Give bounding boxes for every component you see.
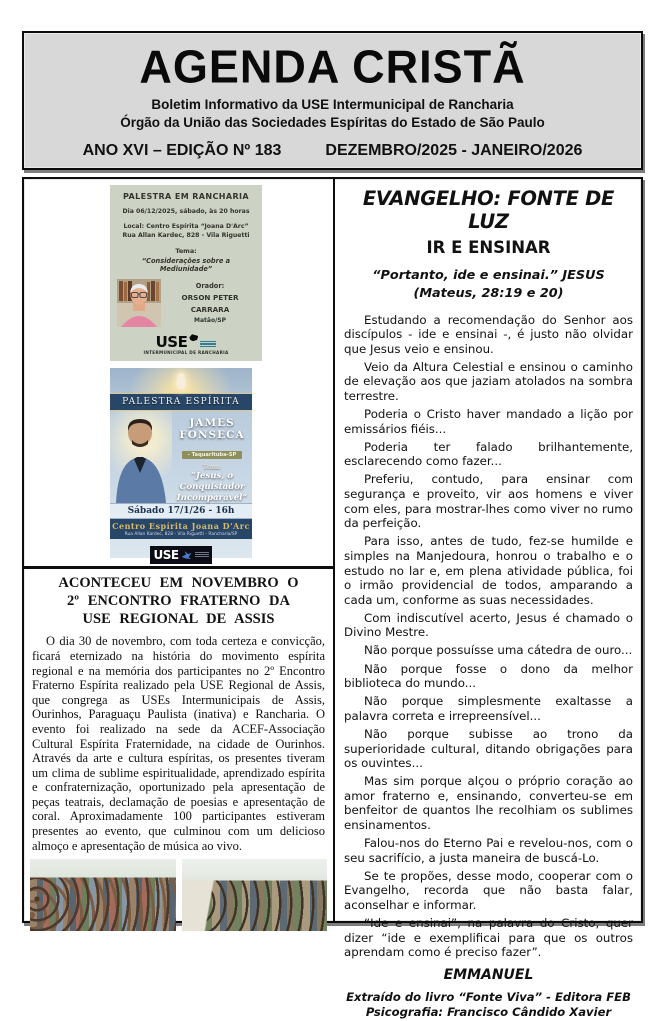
- gospel-source-line2: Psicografia: Francisco Cândido Xavier: [365, 1005, 612, 1020]
- newsletter-title: AGENDA CRISTÃ: [139, 39, 526, 94]
- subtitle-line-1: Boletim Informativo da USE Intermunicipal de Rancharia: [151, 97, 514, 113]
- poster2-theme-line3: Incomparável”: [176, 492, 248, 503]
- gospel-source-line1: Extraído do livro “Fonte Viva” - Editora FEB: [346, 989, 631, 1004]
- use-logo-dark-text: USE: [153, 547, 179, 562]
- dove-icon: [182, 551, 192, 559]
- article-heading-line1: ACONTECEU EM NOVEMBRO O: [58, 575, 299, 592]
- event-photo-audience-1: [30, 859, 176, 931]
- use-logo-text: USE: [155, 332, 188, 351]
- poster-palestra-espirita: [110, 368, 252, 562]
- use-logo-dark-caption-lines: [195, 552, 209, 557]
- gospel-paragraph: Para isso, antes de tudo, fez-se humilde e simples na Manjedoura, honrou o trabalho e o estudo no lar e, em plena atividade pública, foi o irmão providencial de todos, amparando a cada um, conforme as suas necessidades.: [344, 534, 633, 607]
- gospel-source: [344, 990, 633, 1021]
- gospel-paragraph: Veio da Altura Celestial e ensinou o caminho de elevação aos que jaziam atolados na sombra terrestre.: [344, 359, 633, 403]
- poster1-theme: “Considerações sobre a Mediunidade”: [141, 257, 231, 274]
- gospel-paragraph: Se te propões, desse modo, cooperar com o Evangelho, recorda que não basta falar, aconselhar e informar.: [344, 868, 633, 912]
- edition-row: [30, 142, 635, 160]
- edition-period: DEZEMBRO/2025 - JANEIRO/2026: [325, 141, 583, 159]
- gospel-paragraph: Não porque possuísse uma cátedra de ouro...: [364, 643, 633, 658]
- use-logo-row: [156, 334, 217, 349]
- article-heading-line3: USE REGIONAL DE ASSIS: [82, 610, 275, 627]
- speaker-photo-orson: [117, 279, 161, 327]
- gospel-paragraphs: [344, 313, 633, 960]
- poster2-speaker-last: FONSECA: [179, 429, 245, 442]
- left-column: [24, 179, 335, 921]
- poster2-banner: PALESTRA ESPÍRITA: [110, 393, 252, 411]
- gospel-article-title: IR E ENSINAR: [426, 237, 551, 257]
- poster1-speaker-label: Orador:: [195, 282, 225, 291]
- gospel-paragraph: Falou-nos do Eterno Pai e revelou-nos, com o seu sacrifício, a justa maneira de buscá-Lo.: [344, 836, 633, 865]
- poster2-sky: [110, 368, 252, 393]
- poster1-speaker-city: Matão/SP: [194, 317, 226, 325]
- gospel-paragraph: Não porque simplesmente exaltasse a palavra correta e irrepreensível...: [344, 694, 633, 723]
- use-logo: [115, 334, 257, 355]
- poster1-location-line2: Rua Allan Kardec, 828 - Vila Riguetti: [122, 231, 250, 239]
- poster1-speaker-name-1: ORSON PETER: [181, 293, 239, 303]
- poster1-location-line1: Local: Centro Espírita “Joana D'Arc”: [123, 222, 249, 230]
- gospel-quote: [344, 267, 633, 303]
- use-logo-dark: [150, 546, 212, 564]
- use-logo-caption-lines: [200, 341, 216, 348]
- poster1-date: Dia 06/12/2025, sábado, às 20 horas: [122, 207, 250, 215]
- gospel-paragraph: Preferiu, contudo, para ensinar com segurança e proveito, vir aos homens e viver com eles, para mostrar-lhes como viver no rumo da perfeição.: [344, 472, 633, 531]
- poster2-body: [110, 411, 252, 503]
- gospel-quote-line1: “Portanto, ide e ensinai.” JESUS: [372, 267, 605, 283]
- gospel-paragraph: Com indiscutível acerto, Jesus é chamado o Divino Mestre.: [344, 610, 633, 640]
- gospel-paragraph: Poderia o Cristo haver mandado a lição por emissários fiéis...: [344, 407, 633, 436]
- poster2-speaker-city-badge: - Taquarituba-SP: [182, 451, 243, 459]
- gospel-paragraph: Não porque fosse o dono da melhor biblioteca do mundo...: [344, 661, 633, 691]
- poster2-speaker-info: [172, 411, 252, 503]
- section-divider-rule: [24, 566, 333, 569]
- main-content-box: [22, 177, 643, 1020]
- speaker-photo-james: [110, 411, 172, 503]
- poster2-theme: [172, 471, 252, 503]
- poster1-speaker-info: [165, 282, 255, 324]
- gospel-section-title: EVANGELHO: FONTE DE LUZ: [362, 186, 615, 233]
- gospel-paragraph: Não porque subisse ao trono da superioridade cultural, ditando obrigações para os ouvintes...: [344, 726, 633, 771]
- poster2-venue: Centro Espírita Joana D'Arc: [110, 519, 252, 532]
- event-photos-row: [30, 859, 327, 931]
- event-photo-audience-2: [182, 859, 328, 931]
- edition-number: ANO XVI – EDIÇÃO Nº 183: [82, 141, 282, 159]
- poster-palestra-rancharia: [110, 185, 262, 362]
- header-box: [22, 31, 643, 170]
- gospel-quote-line2: (Mateus, 28:19 e 20): [413, 285, 564, 301]
- gospel-author: EMMANUEL: [443, 966, 534, 983]
- poster2-datetime: Sábado 17/1/26 - 16h: [110, 503, 252, 519]
- article-heading-line2: 2º ENCONTRO FRATERNO DA: [67, 592, 290, 609]
- poster1-speaker-name-2: CARRARA: [190, 305, 230, 315]
- poster2-theme-line2: Conquistador: [179, 482, 245, 493]
- gospel-paragraph: Estudando a recomendação do Senhor aos discípulos - ide e ensinai -, é justo não olvidar que Jesus veio e ensinou.: [344, 312, 633, 356]
- newsletter-page: [0, 31, 665, 1020]
- newsletter-subtitles: [30, 96, 635, 132]
- article-heading: [28, 575, 329, 628]
- subtitle-line-2: Órgão da União das Sociedades Espíritas do Estado de São Paulo: [120, 115, 545, 131]
- gospel-paragraph: “Ide e ensinai”, na palavra do Cristo, quer dizer “ide e exemplificai para que os outros aprendam como é preciso fazer”.: [344, 916, 633, 960]
- poster1-speaker-row: [115, 279, 257, 327]
- poster2-address: Rua Allan Kardec, 828 - Vila Riguetti - Rancharia/SP: [110, 532, 252, 539]
- jesus-figure-icon: [177, 373, 186, 389]
- poster2-theme-label: Tema:: [202, 464, 222, 472]
- use-logo-subtitle: INTERMUNICIPAL DE RANCHARIA: [143, 350, 229, 356]
- poster1-theme-label: Tema:: [175, 247, 197, 256]
- right-column: [335, 179, 641, 1020]
- gospel-paragraph: Poderia ter falado brilhantemente, esclarecendo como fazer...: [344, 439, 633, 469]
- article-body: O dia 30 de novembro, com toda certeza e convicção, ficará eternizado na história do movimento espírita regional e na memória dos participantes no 2º Encontro Fraterno Espírita realizado pela USE Regional de Assis, que congrega as USEs Intermunicipais de Assis, Ourinhos, Paraguaçu Paulista (inativa) e Rancharia. O evento foi realizado na sede da ACEF-Associação Cultural Espírita Fraternidade, na cidade de Ourinhos. Através da arte e cultura espíritas, os presentes tiveram um clima de sublime espiritualidade, aprendizado espírita e confraternização, oportunizado pela apresentação de peças teatrais, declamação de poesias e apresentação de coral. Aproximadamente 100 participantes estiveram presentes ao evento, que culminou com um delicioso almoço e apresentação de música ao vivo.: [32, 634, 325, 853]
- gospel-paragraph: Mas sim porque alçou o próprio coração ao amor fraterno e, ensinando, converteu-se em benfeitor de quantos lhe recolhiam os sublimes ensinamentos.: [344, 774, 633, 832]
- poster2-speaker-first: JAMES: [189, 417, 235, 430]
- poster1-title: PALESTRA EM RANCHARIA: [123, 191, 249, 201]
- poster1-location: [115, 222, 257, 241]
- poster2-theme-line1: “Jesus, o: [190, 471, 234, 482]
- sao-paulo-state-icon: [189, 334, 198, 341]
